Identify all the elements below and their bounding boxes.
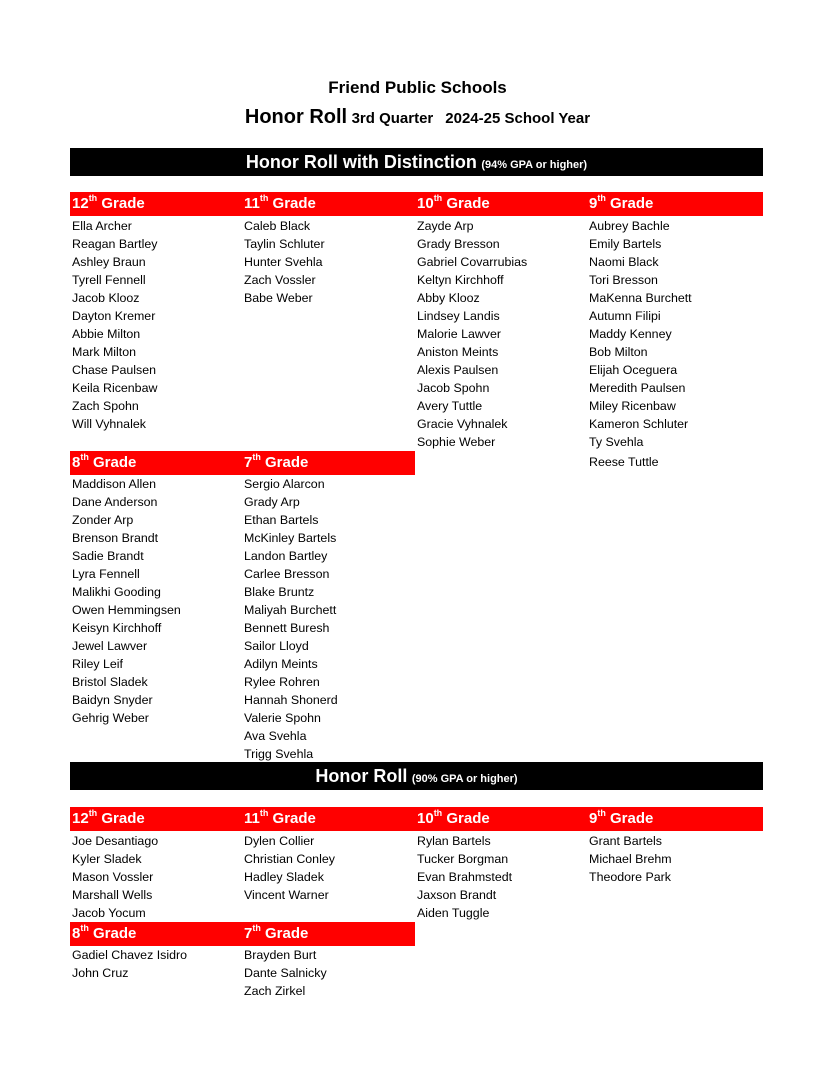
student-name: Dante Salnicky: [244, 966, 327, 980]
student-name: Aubrey Bachle: [589, 219, 670, 233]
honor-grade10-list: [417, 832, 512, 922]
student-name: Grady Arp: [244, 495, 300, 509]
student-name: Keisyn Kirchhoff: [72, 621, 162, 635]
student-name: Keila Ricenbaw: [72, 381, 158, 395]
student-name: Autumn Filipi: [589, 309, 661, 323]
student-name: Zach Spohn: [72, 399, 139, 413]
distinction-subtitle: (94% GPA or higher): [481, 159, 588, 171]
student-name: Dayton Kremer: [72, 309, 156, 323]
honor-grade10-header: 10th Grade: [417, 808, 490, 827]
student-name: Maddison Allen: [72, 477, 157, 491]
student-name: Tori Bresson: [589, 273, 658, 287]
student-name: Brenson Brandt: [72, 531, 159, 545]
document-title: [0, 106, 835, 129]
student-name: Zach Zirkel: [244, 984, 306, 998]
student-name: Maliyah Burchett: [244, 603, 337, 617]
student-name: Reagan Bartley: [72, 237, 158, 251]
distinction-grade8-header: 8th Grade: [72, 452, 137, 471]
student-name: Jacob Spohn: [417, 381, 490, 395]
distinction-grade9-extra: Reese Tuttle: [589, 455, 659, 469]
student-name: Evan Brahmstedt: [417, 870, 513, 884]
school-name: Friend Public Schools: [328, 78, 507, 97]
student-name: Aiden Tuggle: [417, 906, 490, 920]
student-name: McKinley Bartels: [244, 531, 337, 545]
student-name: Blake Bruntz: [244, 585, 315, 599]
honor-grade11-header: 11th Grade: [244, 808, 316, 827]
student-name: Mark Milton: [72, 345, 137, 359]
distinction-grade12-header: 12th Grade: [72, 193, 145, 212]
student-name: Gadiel Chavez Isidro: [72, 948, 188, 962]
student-name: Grady Bresson: [417, 237, 500, 251]
student-name: Bristol Sladek: [72, 675, 148, 689]
student-name: Miley Ricenbaw: [589, 399, 676, 413]
student-name: Malorie Lawver: [417, 327, 502, 341]
student-name: Taylin Schluter: [244, 237, 325, 251]
student-name: Avery Tuttle: [417, 399, 483, 413]
student-name: Theodore Park: [589, 870, 671, 884]
student-name: Babe Weber: [244, 291, 313, 305]
distinction-grade11-header: 11th Grade: [244, 193, 316, 212]
student-name: Malikhi Gooding: [72, 585, 161, 599]
student-name: Lindsey Landis: [417, 309, 500, 323]
distinction-grade7-list: [244, 475, 338, 763]
title-main: Honor Roll: [244, 106, 348, 128]
student-name: MaKenna Burchett: [589, 291, 692, 305]
student-name: Rylan Bartels: [417, 834, 491, 848]
honor-title: Honor Roll: [315, 766, 408, 786]
student-name: Kyler Sladek: [72, 852, 142, 866]
student-name: Sailor Lloyd: [244, 639, 309, 653]
distinction-grade12-list: [72, 217, 157, 433]
student-name: Naomi Black: [589, 255, 659, 269]
distinction-heading-bar: [70, 148, 763, 176]
student-name: Zach Vossler: [244, 273, 316, 287]
student-name: Landon Bartley: [244, 549, 328, 563]
school-year: 2024-25 School Year: [445, 110, 591, 127]
distinction-grade8-list: [72, 475, 181, 727]
quarter-label: 3rd Quarter: [351, 110, 434, 127]
student-name: Chase Paulsen: [72, 363, 157, 377]
student-name: Bob Milton: [589, 345, 648, 359]
student-name: Abbie Milton: [72, 327, 141, 341]
student-name: Sergio Alarcon: [244, 477, 325, 491]
student-name: Carlee Bresson: [244, 567, 330, 581]
student-name: Riley Leif: [72, 657, 123, 671]
student-name: Ashley Braun: [72, 255, 146, 269]
student-name: Jacob Klooz: [72, 291, 140, 305]
student-name: Tyrell Fennell: [72, 273, 146, 287]
student-name: Alexis Paulsen: [417, 363, 499, 377]
student-name: Meredith Paulsen: [589, 381, 686, 395]
student-name: Will Vyhnalek: [72, 417, 146, 431]
honor-heading-bar: [70, 762, 763, 790]
student-name: Ethan Bartels: [244, 513, 319, 527]
distinction-title: Honor Roll with Distinction: [245, 152, 477, 172]
student-name: Zonder Arp: [72, 513, 134, 527]
student-name: Caleb Black: [244, 219, 311, 233]
student-name: Abby Klooz: [417, 291, 480, 305]
distinction-grade7-header: 7th Grade: [244, 452, 309, 471]
honor-grade12-list: [72, 832, 158, 922]
student-name: Gabriel Covarrubias: [417, 255, 528, 269]
honor-grade9-header: 9th Grade: [589, 808, 654, 827]
student-name: Maddy Kenney: [589, 327, 672, 341]
distinction-grade9-list: [589, 217, 692, 451]
student-name: Joe Desantiago: [72, 834, 159, 848]
distinction-grade10-header: 10th Grade: [417, 193, 490, 212]
student-name: Keltyn Kirchhoff: [417, 273, 504, 287]
student-name: John Cruz: [72, 966, 129, 980]
student-name: Dylen Collier: [244, 834, 315, 848]
student-name: Mason Vossler: [72, 870, 154, 884]
student-name: Brayden Burt: [244, 948, 317, 962]
student-name: Marshall Wells: [72, 888, 153, 902]
honor-grade11-list: [244, 832, 335, 904]
distinction-grade11-list: [244, 217, 325, 307]
student-name: Hunter Svehla: [244, 255, 323, 269]
honor-grade8-list: [72, 946, 187, 982]
student-name: Lyra Fennell: [72, 567, 140, 581]
student-name: Dane Anderson: [72, 495, 158, 509]
honor-grade7-list: [244, 946, 327, 1000]
student-name: Jewel Lawver: [72, 639, 148, 653]
student-name: Adilyn Meints: [244, 657, 318, 671]
student-name: Ella Archer: [72, 219, 132, 233]
student-name: Gracie Vyhnalek: [417, 417, 508, 431]
student-name: Ty Svehla: [589, 435, 644, 449]
distinction-grade9-header: 9th Grade: [589, 193, 654, 212]
student-name: Jaxson Brandt: [417, 888, 497, 902]
student-name: Ava Svehla: [244, 729, 307, 743]
student-name: Tucker Borgman: [417, 852, 509, 866]
student-name: Valerie Spohn: [244, 711, 321, 725]
student-name: Bennett Buresh: [244, 621, 330, 635]
student-name: Christian Conley: [244, 852, 335, 866]
student-name: Sadie Brandt: [72, 549, 144, 563]
student-name: Vincent Warner: [244, 888, 329, 902]
student-name: Rylee Rohren: [244, 675, 320, 689]
distinction-grade10-list: [417, 217, 527, 451]
student-name: Owen Hemmingsen: [72, 603, 181, 617]
student-name: Hannah Shonerd: [244, 693, 338, 707]
student-name: Zayde Arp: [417, 219, 474, 233]
student-name: Kameron Schluter: [589, 417, 689, 431]
student-name: Grant Bartels: [589, 834, 662, 848]
student-name: Emily Bartels: [589, 237, 662, 251]
student-name: Gehrig Weber: [72, 711, 149, 725]
student-name: Baidyn Snyder: [72, 693, 153, 707]
honor-grade9-list: [589, 832, 672, 886]
student-name: Sophie Weber: [417, 435, 496, 449]
honor-grade12-header: 12th Grade: [72, 808, 145, 827]
honor-grade7-header: 7th Grade: [244, 923, 309, 942]
student-name: Jacob Yocum: [72, 906, 146, 920]
honor-subtitle: (90% GPA or higher): [411, 773, 518, 785]
student-name: Aniston Meints: [417, 345, 499, 359]
student-name: Hadley Sladek: [244, 870, 324, 884]
student-name: Trigg Svehla: [244, 747, 314, 761]
student-name: Michael Brehm: [589, 852, 672, 866]
honor-grade8-header: 8th Grade: [72, 923, 137, 942]
student-name: Elijah Oceguera: [589, 363, 678, 377]
